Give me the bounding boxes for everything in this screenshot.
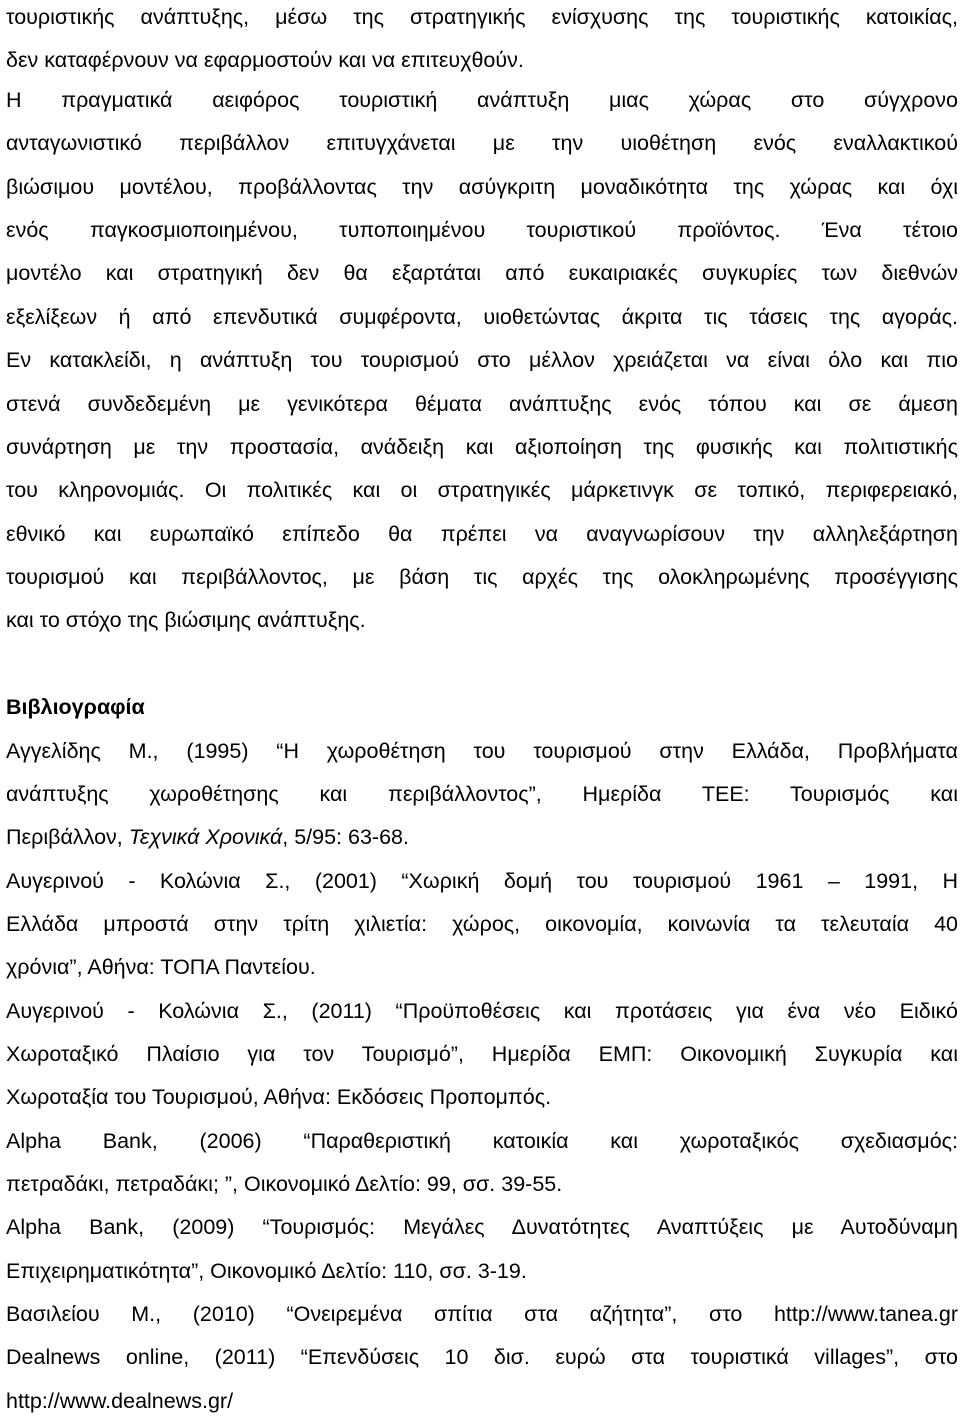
paragraph-line: στενά συνδεδεμένη με γενικότερα θέματα ανάπτυξης ενός τόπου και σε άμεση bbox=[6, 392, 958, 416]
reference-line: Επιχειρηματικότητα”, Οικονομικό Δελτίο: 110, σσ. 3-19. bbox=[6, 1259, 527, 1283]
reference-line: Χωροταξία του Τουρισμού, Αθήνα: Εκδόσεις Προπομπός. bbox=[6, 1085, 552, 1109]
paragraph-line: ανταγωνιστικό περιβάλλον επιτυγχάνεται με την υιοθέτηση ενός εναλλακτικού bbox=[6, 131, 958, 155]
reference-line: Χωροταξικό Πλαίσιο για τον Τουρισμό”, Ημερίδα ΕΜΠ: Οικονομική Συγκυρία και bbox=[6, 1042, 958, 1066]
reference-text: , 5/95: 63-68. bbox=[282, 825, 409, 849]
bibliography-heading: Βιβλιογραφία bbox=[6, 695, 145, 719]
journal-title: Τεχνικά Χρονικά bbox=[128, 825, 283, 849]
paragraph-line: και το στόχο της βιώσιμης ανάπτυξης. bbox=[6, 608, 366, 632]
reference-line: Dealnews online, (2011) “Επενδύσεις 10 δισ. ευρώ στα τουριστικά villages”, στο bbox=[6, 1345, 958, 1369]
reference-line: Αγγελίδης Μ., (1995) “Η χωροθέτηση του τουρισμού στην Ελλάδα, Προβλήματα bbox=[6, 739, 958, 763]
paragraph-line: Εν κατακλείδι, η ανάπτυξη του τουρισμού στο μέλλον χρειάζεται να είναι όλο και πιο bbox=[6, 348, 958, 372]
reference-line: Αυγερινού - Κολώνια Σ., (2001) “Χωρική δομή του τουρισμού 1961 – 1991, Η bbox=[6, 869, 958, 893]
paragraph-line: βιώσιμου μοντέλου, προβάλλοντας την ασύγκριτη μοναδικότητα της χώρας και όχι bbox=[6, 175, 958, 199]
paragraph-line: τουριστικής ανάπτυξης, μέσω της στρατηγικής ενίσχυσης της τουριστικής κατοικίας, bbox=[6, 5, 958, 29]
reference-line: πετραδάκι, πετραδάκι; ”, Οικονομικό Δελτίο: 99, σσ. 39-55. bbox=[6, 1172, 563, 1196]
reference-line: Alpha Bank, (2009) “Τουρισμός: Μεγάλες Δυνατότητες Αναπτύξεις με Αυτοδύναμη bbox=[6, 1215, 958, 1239]
paragraph-line: του κληρονομιάς. Οι πολιτικές και οι στρατηγικές μάρκετινγκ σε τοπικό, περιφερειακό, bbox=[6, 478, 958, 502]
paragraph-line: δεν καταφέρνουν να εφαρμοστούν και να επιτευχθούν. bbox=[6, 48, 524, 72]
paragraph-line: τουρισμού και περιβάλλοντος, με βάση τις αρχές της ολοκληρωμένης προσέγγισης bbox=[6, 565, 958, 589]
reference-line: Alpha Bank, (2006) “Παραθεριστική κατοικία και χωροταξικός σχεδιασμός: bbox=[6, 1129, 958, 1153]
paragraph-line: συνάρτηση με την προστασία, ανάδειξη και αξιοποίηση της φυσικής και πολιτιστικής bbox=[6, 435, 958, 459]
paragraph-line: εθνικό και ευρωπαϊκό επίπεδο θα πρέπει να αναγνωρίσουν την αλληλεξάρτηση bbox=[6, 522, 958, 546]
reference-line: Ελλάδα μπροστά στην τρίτη χιλιετία: χώρος, οικονομία, κοινωνία τα τελευταία 40 bbox=[6, 912, 958, 936]
reference-line bbox=[6, 822, 958, 852]
reference-text: Περιβάλλον, bbox=[6, 825, 129, 849]
paragraph-line: εξελίξεων ή από επενδυτικά συμφέροντα, υιοθετώντας άκριτα τις τάσεις της αγοράς. bbox=[6, 305, 958, 329]
paragraph-line: μοντέλο και στρατηγική δεν θα εξαρτάται από ευκαιριακές συγκυρίες των διεθνών bbox=[6, 261, 958, 285]
reference-line: χρόνια”, Αθήνα: ΤΟΠΑ Παντείου. bbox=[6, 955, 316, 979]
reference-line: Βασιλείου Μ., (2010) “Ονειρεμένα σπίτια στα αζήτητα”, στο http://www.tanea.gr bbox=[6, 1302, 958, 1326]
reference-line: ανάπτυξης χωροθέτησης και περιβάλλοντος”, Ημερίδα ΤΕΕ: Τουρισμός και bbox=[6, 782, 958, 806]
reference-line: Αυγερινού - Κολώνια Σ., (2011) “Προϋποθέσεις και προτάσεις για ένα νέο Ειδικό bbox=[6, 999, 958, 1023]
paragraph-line: ενός παγκοσμιοποιημένου, τυποποιημένου τουριστικού προϊόντος. Ένα τέτοιο bbox=[6, 218, 958, 242]
paragraph-line: Η πραγματικά αειφόρος τουριστική ανάπτυξη μιας χώρας στο σύγχρονο bbox=[6, 88, 958, 112]
reference-url: http://www.dealnews.gr/ bbox=[6, 1389, 234, 1413]
